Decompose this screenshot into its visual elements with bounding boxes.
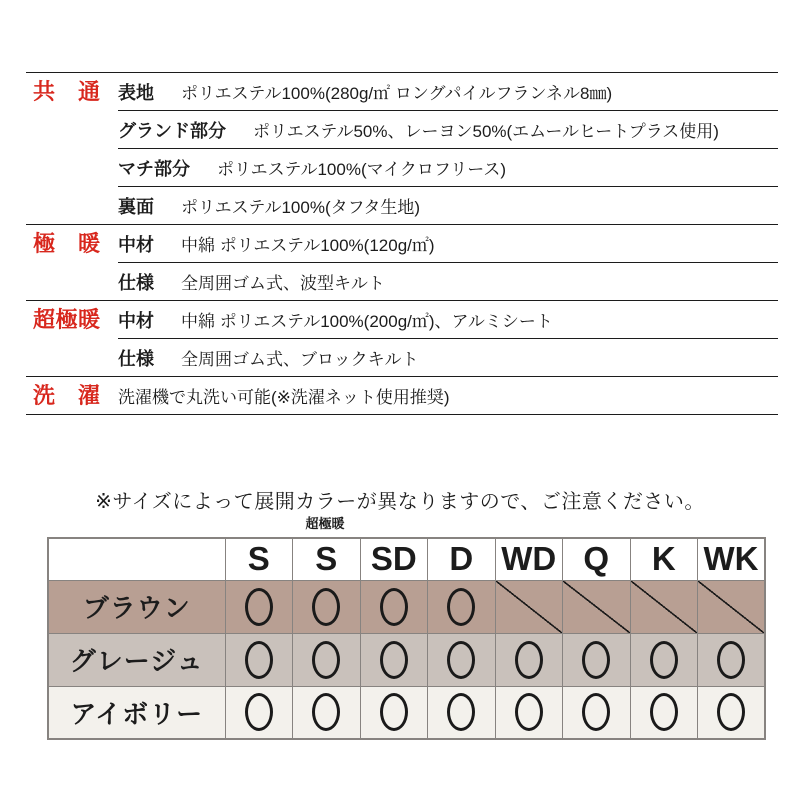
color-row-brown bbox=[48, 580, 765, 633]
circle-icon bbox=[447, 641, 475, 679]
availability-cell bbox=[293, 580, 361, 633]
size-column-header: WK bbox=[698, 538, 766, 580]
circle-icon bbox=[650, 693, 678, 731]
circle-icon bbox=[380, 588, 408, 626]
availability-cell bbox=[563, 686, 631, 739]
circle-icon bbox=[245, 588, 273, 626]
spec-row bbox=[118, 262, 778, 300]
availability-cell bbox=[225, 580, 293, 633]
slash-icon bbox=[496, 581, 563, 633]
spec-row bbox=[118, 338, 778, 376]
availability-cell bbox=[428, 580, 496, 633]
availability-cell bbox=[563, 633, 631, 686]
spec-row-label: 中材 bbox=[118, 234, 154, 255]
spec-row bbox=[118, 377, 778, 414]
color-row-label: ブラウン bbox=[48, 580, 225, 633]
spec-row-text: 全周囲ゴム式、ブロックキルト bbox=[181, 350, 419, 369]
spec-group-label: 洗 濯 bbox=[33, 383, 101, 408]
circle-icon bbox=[312, 641, 340, 679]
spec-row bbox=[118, 186, 778, 224]
availability-cell bbox=[698, 580, 766, 633]
size-header-row bbox=[48, 538, 765, 580]
spec-row-label: 仕様 bbox=[118, 272, 154, 293]
spec-row bbox=[118, 301, 778, 338]
color-row-greige bbox=[48, 633, 765, 686]
availability-cell bbox=[428, 633, 496, 686]
spec-group-label: 超極暖 bbox=[33, 307, 101, 332]
availability-cell bbox=[698, 633, 766, 686]
circle-icon bbox=[650, 641, 678, 679]
size-column-header: WD bbox=[495, 538, 563, 580]
spec-group-super-warm bbox=[26, 301, 778, 377]
spec-group-common bbox=[26, 73, 778, 225]
spec-row-label: 表地 bbox=[118, 82, 154, 103]
spec-row-label: グランド部分 bbox=[118, 120, 226, 141]
availability-cell bbox=[428, 686, 496, 739]
availability-cell bbox=[630, 686, 698, 739]
size-column-header: D bbox=[428, 538, 496, 580]
spec-row bbox=[118, 148, 778, 186]
circle-icon bbox=[245, 641, 273, 679]
size-header-empty-cell bbox=[48, 538, 225, 580]
color-row-label: グレージュ bbox=[48, 633, 225, 686]
size-color-table bbox=[47, 537, 766, 740]
circle-icon bbox=[312, 693, 340, 731]
availability-cell bbox=[630, 633, 698, 686]
spec-group-label: 極 暖 bbox=[33, 231, 101, 256]
spec-row-text: ポリエステル100%(280g/㎡ ロングパイルフランネル8㎜) bbox=[181, 84, 613, 103]
spec-group-washing bbox=[26, 377, 778, 415]
size-column-header: S bbox=[293, 538, 361, 580]
availability-cell bbox=[225, 633, 293, 686]
availability-cell bbox=[293, 686, 361, 739]
circle-icon bbox=[582, 641, 610, 679]
spec-row-label: マチ部分 bbox=[118, 158, 190, 179]
availability-cell bbox=[225, 686, 293, 739]
spec-row-text: ポリエステル50%、レーヨン50%(エムールヒートプラス使用) bbox=[253, 122, 719, 141]
spec-row bbox=[118, 225, 778, 262]
availability-cell bbox=[698, 686, 766, 739]
availability-cell bbox=[495, 686, 563, 739]
spec-group-label: 共 通 bbox=[33, 79, 101, 104]
circle-icon bbox=[582, 693, 610, 731]
color-row-label: アイボリー bbox=[48, 686, 225, 739]
color-row-ivory bbox=[48, 686, 765, 739]
availability-cell bbox=[360, 686, 428, 739]
super-warm-column-label: 超極暖 bbox=[305, 516, 345, 531]
spec-row-text: 全周囲ゴム式、波型キルト bbox=[181, 274, 385, 293]
spec-row bbox=[118, 73, 778, 110]
spec-row-text: ポリエステル100%(マイクロフリース) bbox=[217, 160, 507, 179]
circle-icon bbox=[447, 693, 475, 731]
circle-icon bbox=[380, 693, 408, 731]
size-column-header: S bbox=[225, 538, 293, 580]
circle-icon bbox=[245, 693, 273, 731]
circle-icon bbox=[515, 693, 543, 731]
availability-cell bbox=[630, 580, 698, 633]
spec-row-text: 洗濯機で丸洗い可能(※洗濯ネット使用推奨) bbox=[118, 388, 450, 407]
availability-cell bbox=[495, 633, 563, 686]
spec-row-text: ポリエステル100%(タフタ生地) bbox=[181, 198, 421, 217]
size-column-header: Q bbox=[563, 538, 631, 580]
spec-row-text: 中綿 ポリエステル100%(120g/㎡) bbox=[181, 236, 435, 255]
spec-row-label: 裏面 bbox=[118, 196, 154, 217]
size-note: ※サイズによって展開カラーが異なりますので、ご注意ください。 bbox=[95, 491, 705, 513]
circle-icon bbox=[717, 641, 745, 679]
availability-cell bbox=[293, 633, 361, 686]
circle-icon bbox=[380, 641, 408, 679]
circle-icon bbox=[515, 641, 543, 679]
circle-icon bbox=[312, 588, 340, 626]
slash-icon bbox=[631, 581, 698, 633]
availability-cell bbox=[495, 580, 563, 633]
circle-icon bbox=[717, 693, 745, 731]
spec-row-label: 仕様 bbox=[118, 348, 154, 369]
spec-row-text: 中綿 ポリエステル100%(200g/㎡)、アルミシート bbox=[181, 312, 553, 331]
size-column-header: K bbox=[630, 538, 698, 580]
availability-cell bbox=[360, 580, 428, 633]
availability-cell bbox=[563, 580, 631, 633]
availability-cell bbox=[360, 633, 428, 686]
circle-icon bbox=[447, 588, 475, 626]
spec-table bbox=[26, 72, 778, 415]
spec-group-warm bbox=[26, 225, 778, 301]
spec-row bbox=[118, 110, 778, 148]
slash-icon bbox=[698, 581, 764, 633]
size-column-header: SD bbox=[360, 538, 428, 580]
slash-icon bbox=[563, 581, 630, 633]
spec-row-label: 中材 bbox=[118, 310, 154, 331]
